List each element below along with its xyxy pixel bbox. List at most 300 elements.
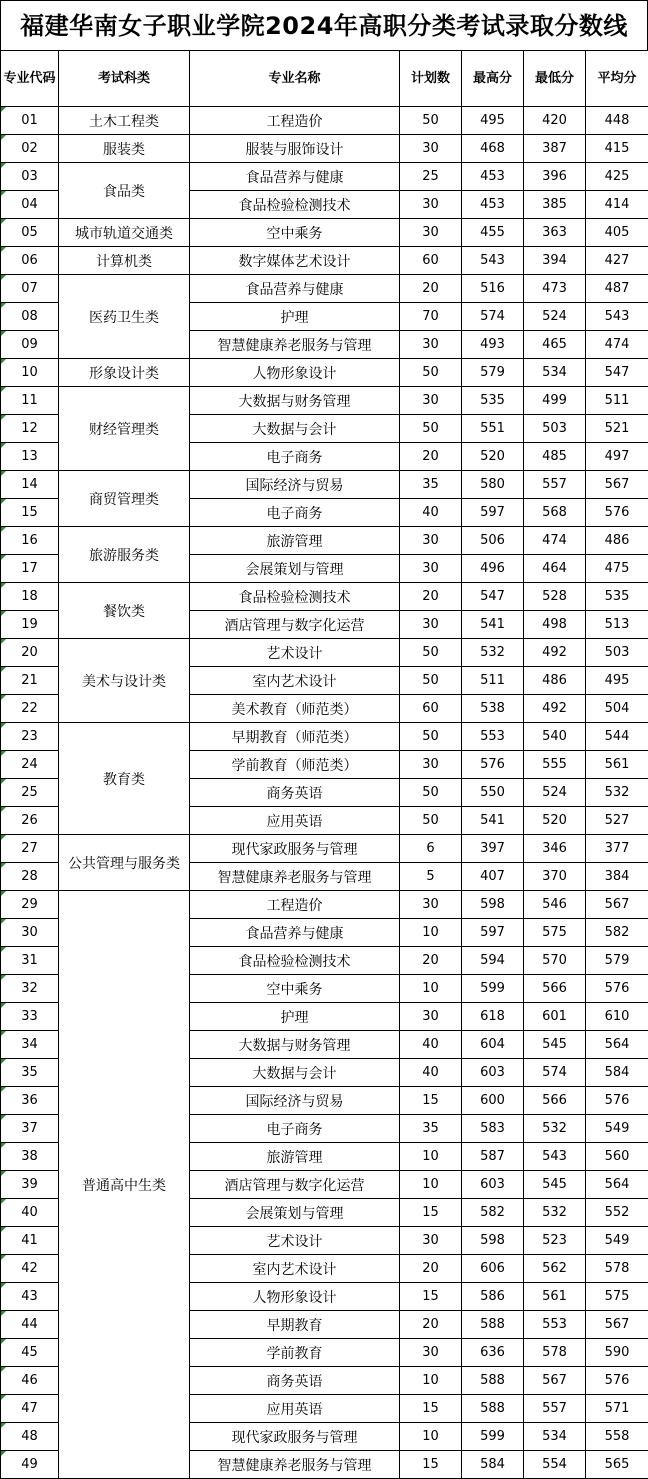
cell-subject: 城市轨道交通类 <box>59 219 190 247</box>
cell-avg: 558 <box>586 1423 648 1451</box>
cell-min: 474 <box>524 527 586 555</box>
cell-major: 食品营养与健康 <box>190 275 400 303</box>
cell-major: 艺术设计 <box>190 1227 400 1255</box>
cell-major: 大数据与会计 <box>190 415 400 443</box>
cell-avg: 567 <box>586 471 648 499</box>
cell-plan: 10 <box>400 1367 462 1395</box>
cell-subject: 医药卫生类 <box>59 275 190 359</box>
cell-min: 553 <box>524 1311 586 1339</box>
cell-subject: 旅游服务类 <box>59 527 190 583</box>
cell-plan: 30 <box>400 1339 462 1367</box>
cell-max: 543 <box>462 247 524 275</box>
cell-code: 21 <box>1 667 59 695</box>
cell-code: 18 <box>1 583 59 611</box>
cell-major: 人物形象设计 <box>190 1283 400 1311</box>
cell-avg: 425 <box>586 163 648 191</box>
cell-min: 499 <box>524 387 586 415</box>
table-row <box>1 163 648 191</box>
cell-max: 535 <box>462 387 524 415</box>
cell-avg: 582 <box>586 919 648 947</box>
cell-code: 47 <box>1 1395 59 1423</box>
cell-major: 会展策划与管理 <box>190 1199 400 1227</box>
cell-subject: 食品类 <box>59 163 190 219</box>
cell-min: 387 <box>524 135 586 163</box>
cell-max: 600 <box>462 1087 524 1115</box>
cell-subject: 美术与设计类 <box>59 639 190 723</box>
cell-min: 485 <box>524 443 586 471</box>
cell-code: 38 <box>1 1143 59 1171</box>
cell-min: 554 <box>524 1451 586 1479</box>
cell-subject: 教育类 <box>59 723 190 835</box>
page-title: 福建华南女子职业学院2024年高职分类考试录取分数线 <box>0 0 648 50</box>
cell-code: 35 <box>1 1059 59 1087</box>
cell-code: 04 <box>1 191 59 219</box>
cell-avg: 532 <box>586 779 648 807</box>
cell-major: 早期教育（师范类） <box>190 723 400 751</box>
cell-code: 17 <box>1 555 59 583</box>
cell-min: 346 <box>524 835 586 863</box>
cell-min: 370 <box>524 863 586 891</box>
cell-max: 598 <box>462 1227 524 1255</box>
cell-code: 23 <box>1 723 59 751</box>
cell-code: 39 <box>1 1171 59 1199</box>
cell-avg: 405 <box>586 219 648 247</box>
cell-min: 520 <box>524 807 586 835</box>
cell-avg: 535 <box>586 583 648 611</box>
cell-major: 智慧健康养老服务与管理 <box>190 331 400 359</box>
cell-max: 588 <box>462 1395 524 1423</box>
cell-avg: 560 <box>586 1143 648 1171</box>
cell-min: 396 <box>524 163 586 191</box>
cell-major: 旅游管理 <box>190 527 400 555</box>
cell-code: 46 <box>1 1367 59 1395</box>
cell-plan: 50 <box>400 667 462 695</box>
cell-avg: 575 <box>586 1283 648 1311</box>
cell-subject: 形象设计类 <box>59 359 190 387</box>
cell-min: 574 <box>524 1059 586 1087</box>
cell-major: 电子商务 <box>190 499 400 527</box>
cell-code: 13 <box>1 443 59 471</box>
cell-max: 541 <box>462 807 524 835</box>
cell-min: 534 <box>524 1423 586 1451</box>
cell-plan: 60 <box>400 247 462 275</box>
cell-code: 20 <box>1 639 59 667</box>
cell-code: 43 <box>1 1283 59 1311</box>
cell-avg: 552 <box>586 1199 648 1227</box>
cell-plan: 20 <box>400 947 462 975</box>
header-subject: 考试科类 <box>59 51 190 107</box>
cell-subject: 财经管理类 <box>59 387 190 471</box>
cell-plan: 10 <box>400 1423 462 1451</box>
cell-subject: 土木工程类 <box>59 107 190 135</box>
cell-avg: 610 <box>586 1003 648 1031</box>
cell-code: 12 <box>1 415 59 443</box>
cell-avg: 576 <box>586 1367 648 1395</box>
cell-min: 534 <box>524 359 586 387</box>
cell-min: 562 <box>524 1255 586 1283</box>
cell-code: 10 <box>1 359 59 387</box>
cell-min: 575 <box>524 919 586 947</box>
cell-major: 会展策划与管理 <box>190 555 400 583</box>
cell-code: 14 <box>1 471 59 499</box>
cell-plan: 10 <box>400 919 462 947</box>
cell-plan: 35 <box>400 471 462 499</box>
cell-max: 598 <box>462 891 524 919</box>
cell-major: 护理 <box>190 303 400 331</box>
cell-min: 420 <box>524 107 586 135</box>
cell-plan: 30 <box>400 1003 462 1031</box>
cell-avg: 576 <box>586 975 648 1003</box>
cell-max: 541 <box>462 611 524 639</box>
cell-code: 45 <box>1 1339 59 1367</box>
cell-plan: 50 <box>400 107 462 135</box>
cell-major: 食品营养与健康 <box>190 919 400 947</box>
cell-plan: 30 <box>400 191 462 219</box>
cell-avg: 495 <box>586 667 648 695</box>
cell-avg: 487 <box>586 275 648 303</box>
cell-major: 国际经济与贸易 <box>190 471 400 499</box>
cell-subject: 公共管理与服务类 <box>59 835 190 891</box>
cell-plan: 60 <box>400 695 462 723</box>
cell-major: 食品检验检测技术 <box>190 947 400 975</box>
cell-avg: 561 <box>586 751 648 779</box>
cell-major: 早期教育 <box>190 1311 400 1339</box>
cell-major: 人物形象设计 <box>190 359 400 387</box>
cell-code: 06 <box>1 247 59 275</box>
cell-avg: 565 <box>586 1451 648 1479</box>
cell-major: 艺术设计 <box>190 639 400 667</box>
cell-min: 567 <box>524 1367 586 1395</box>
table-row <box>1 275 648 303</box>
cell-major: 商务英语 <box>190 779 400 807</box>
cell-plan: 15 <box>400 1395 462 1423</box>
header-major: 专业名称 <box>190 51 400 107</box>
cell-min: 532 <box>524 1199 586 1227</box>
cell-plan: 5 <box>400 863 462 891</box>
cell-avg: 377 <box>586 835 648 863</box>
cell-avg: 384 <box>586 863 648 891</box>
cell-major: 电子商务 <box>190 443 400 471</box>
table-row <box>1 471 648 499</box>
cell-major: 空中乘务 <box>190 975 400 1003</box>
cell-avg: 567 <box>586 891 648 919</box>
cell-max: 636 <box>462 1339 524 1367</box>
cell-plan: 10 <box>400 1171 462 1199</box>
cell-plan: 35 <box>400 1115 462 1143</box>
cell-major: 食品检验检测技术 <box>190 583 400 611</box>
cell-avg: 549 <box>586 1115 648 1143</box>
cell-min: 578 <box>524 1339 586 1367</box>
cell-max: 603 <box>462 1059 524 1087</box>
table-row <box>1 527 648 555</box>
cell-avg: 513 <box>586 611 648 639</box>
cell-plan: 20 <box>400 1255 462 1283</box>
cell-avg: 576 <box>586 499 648 527</box>
cell-avg: 578 <box>586 1255 648 1283</box>
cell-plan: 40 <box>400 1031 462 1059</box>
cell-plan: 20 <box>400 1311 462 1339</box>
cell-min: 503 <box>524 415 586 443</box>
cell-plan: 30 <box>400 751 462 779</box>
cell-code: 22 <box>1 695 59 723</box>
cell-max: 493 <box>462 331 524 359</box>
table-row <box>1 219 648 247</box>
cell-max: 453 <box>462 191 524 219</box>
table-row <box>1 247 648 275</box>
cell-min: 561 <box>524 1283 586 1311</box>
cell-max: 594 <box>462 947 524 975</box>
table-row <box>1 583 648 611</box>
header-code: 专业代码 <box>1 51 59 107</box>
cell-code: 07 <box>1 275 59 303</box>
cell-subject: 普通高中生类 <box>59 891 190 1479</box>
cell-plan: 30 <box>400 387 462 415</box>
cell-min: 492 <box>524 639 586 667</box>
cell-major: 应用英语 <box>190 1395 400 1423</box>
cell-code: 09 <box>1 331 59 359</box>
cell-max: 584 <box>462 1451 524 1479</box>
cell-code: 02 <box>1 135 59 163</box>
cell-major: 商务英语 <box>190 1367 400 1395</box>
cell-min: 545 <box>524 1171 586 1199</box>
cell-code: 03 <box>1 163 59 191</box>
cell-max: 397 <box>462 835 524 863</box>
cell-max: 579 <box>462 359 524 387</box>
cell-code: 36 <box>1 1087 59 1115</box>
cell-plan: 30 <box>400 1227 462 1255</box>
cell-min: 543 <box>524 1143 586 1171</box>
table-row <box>1 387 648 415</box>
cell-major: 智慧健康养老服务与管理 <box>190 1451 400 1479</box>
cell-min: 540 <box>524 723 586 751</box>
cell-max: 604 <box>462 1031 524 1059</box>
cell-max: 597 <box>462 499 524 527</box>
cell-plan: 10 <box>400 1143 462 1171</box>
cell-plan: 20 <box>400 443 462 471</box>
cell-plan: 50 <box>400 723 462 751</box>
table-row <box>1 359 648 387</box>
cell-min: 557 <box>524 471 586 499</box>
cell-plan: 30 <box>400 527 462 555</box>
cell-major: 室内艺术设计 <box>190 667 400 695</box>
cell-plan: 30 <box>400 219 462 247</box>
cell-plan: 15 <box>400 1199 462 1227</box>
cell-subject: 计算机类 <box>59 247 190 275</box>
cell-major: 大数据与财务管理 <box>190 1031 400 1059</box>
cell-max: 520 <box>462 443 524 471</box>
cell-min: 473 <box>524 275 586 303</box>
cell-code: 16 <box>1 527 59 555</box>
cell-avg: 549 <box>586 1227 648 1255</box>
cell-max: 506 <box>462 527 524 555</box>
cell-avg: 544 <box>586 723 648 751</box>
cell-code: 34 <box>1 1031 59 1059</box>
cell-major: 智慧健康养老服务与管理 <box>190 863 400 891</box>
cell-avg: 521 <box>586 415 648 443</box>
cell-plan: 50 <box>400 807 462 835</box>
cell-min: 557 <box>524 1395 586 1423</box>
table-row <box>1 835 648 863</box>
cell-min: 523 <box>524 1227 586 1255</box>
cell-code: 48 <box>1 1423 59 1451</box>
cell-avg: 486 <box>586 527 648 555</box>
cell-avg: 504 <box>586 695 648 723</box>
cell-max: 618 <box>462 1003 524 1031</box>
cell-major: 酒店管理与数字化运营 <box>190 1171 400 1199</box>
cell-avg: 427 <box>586 247 648 275</box>
cell-plan: 40 <box>400 1059 462 1087</box>
cell-code: 08 <box>1 303 59 331</box>
cell-avg: 547 <box>586 359 648 387</box>
cell-code: 19 <box>1 611 59 639</box>
cell-major: 大数据与会计 <box>190 1059 400 1087</box>
cell-min: 545 <box>524 1031 586 1059</box>
cell-code: 27 <box>1 835 59 863</box>
cell-plan: 15 <box>400 1087 462 1115</box>
cell-major: 室内艺术设计 <box>190 1255 400 1283</box>
cell-code: 24 <box>1 751 59 779</box>
cell-avg: 564 <box>586 1031 648 1059</box>
cell-avg: 567 <box>586 1311 648 1339</box>
cell-max: 511 <box>462 667 524 695</box>
cell-plan: 50 <box>400 415 462 443</box>
header-avg: 平均分 <box>586 51 648 107</box>
cell-plan: 15 <box>400 1451 462 1479</box>
cell-plan: 30 <box>400 555 462 583</box>
cell-min: 532 <box>524 1115 586 1143</box>
cell-major: 应用英语 <box>190 807 400 835</box>
cell-avg: 474 <box>586 331 648 359</box>
cell-max: 599 <box>462 975 524 1003</box>
cell-code: 05 <box>1 219 59 247</box>
cell-major: 食品检验检测技术 <box>190 191 400 219</box>
cell-max: 516 <box>462 275 524 303</box>
cell-major: 空中乘务 <box>190 219 400 247</box>
cell-max: 468 <box>462 135 524 163</box>
cell-avg: 448 <box>586 107 648 135</box>
cell-max: 603 <box>462 1171 524 1199</box>
cell-subject: 餐饮类 <box>59 583 190 639</box>
cell-min: 566 <box>524 1087 586 1115</box>
cell-major: 食品营养与健康 <box>190 163 400 191</box>
admission-score-table <box>0 50 648 1479</box>
cell-max: 496 <box>462 555 524 583</box>
cell-max: 538 <box>462 695 524 723</box>
cell-min: 394 <box>524 247 586 275</box>
cell-plan: 15 <box>400 1283 462 1311</box>
cell-plan: 20 <box>400 275 462 303</box>
cell-plan: 50 <box>400 359 462 387</box>
cell-max: 553 <box>462 723 524 751</box>
cell-max: 606 <box>462 1255 524 1283</box>
cell-major: 美术教育（师范类） <box>190 695 400 723</box>
cell-avg: 571 <box>586 1395 648 1423</box>
cell-plan: 30 <box>400 891 462 919</box>
cell-max: 551 <box>462 415 524 443</box>
cell-max: 580 <box>462 471 524 499</box>
cell-major: 大数据与财务管理 <box>190 387 400 415</box>
table-body <box>1 107 648 1479</box>
cell-avg: 414 <box>586 191 648 219</box>
cell-code: 42 <box>1 1255 59 1283</box>
cell-plan: 25 <box>400 163 462 191</box>
cell-plan: 30 <box>400 331 462 359</box>
cell-code: 28 <box>1 863 59 891</box>
cell-avg: 584 <box>586 1059 648 1087</box>
cell-major: 电子商务 <box>190 1115 400 1143</box>
cell-min: 546 <box>524 891 586 919</box>
cell-max: 588 <box>462 1311 524 1339</box>
cell-code: 32 <box>1 975 59 1003</box>
cell-major: 国际经济与贸易 <box>190 1087 400 1115</box>
table-row <box>1 135 648 163</box>
cell-max: 586 <box>462 1283 524 1311</box>
table-row <box>1 723 648 751</box>
cell-avg: 475 <box>586 555 648 583</box>
cell-max: 588 <box>462 1367 524 1395</box>
cell-major: 学前教育（师范类） <box>190 751 400 779</box>
cell-min: 486 <box>524 667 586 695</box>
cell-min: 528 <box>524 583 586 611</box>
cell-major: 服装与服饰设计 <box>190 135 400 163</box>
cell-max: 550 <box>462 779 524 807</box>
cell-max: 597 <box>462 919 524 947</box>
cell-avg: 503 <box>586 639 648 667</box>
cell-major: 现代家政服务与管理 <box>190 1423 400 1451</box>
cell-min: 465 <box>524 331 586 359</box>
cell-max: 576 <box>462 751 524 779</box>
cell-avg: 543 <box>586 303 648 331</box>
cell-avg: 564 <box>586 1171 648 1199</box>
cell-code: 49 <box>1 1451 59 1479</box>
cell-min: 524 <box>524 779 586 807</box>
cell-code: 30 <box>1 919 59 947</box>
cell-code: 33 <box>1 1003 59 1031</box>
cell-plan: 50 <box>400 639 462 667</box>
cell-major: 工程造价 <box>190 107 400 135</box>
cell-code: 44 <box>1 1311 59 1339</box>
cell-code: 31 <box>1 947 59 975</box>
cell-code: 11 <box>1 387 59 415</box>
cell-min: 492 <box>524 695 586 723</box>
cell-subject: 服装类 <box>59 135 190 163</box>
cell-avg: 579 <box>586 947 648 975</box>
table-header-row <box>1 51 648 107</box>
cell-max: 455 <box>462 219 524 247</box>
cell-code: 26 <box>1 807 59 835</box>
cell-min: 385 <box>524 191 586 219</box>
cell-max: 532 <box>462 639 524 667</box>
table-row <box>1 891 648 919</box>
cell-avg: 527 <box>586 807 648 835</box>
cell-major: 现代家政服务与管理 <box>190 835 400 863</box>
cell-major: 护理 <box>190 1003 400 1031</box>
cell-code: 41 <box>1 1227 59 1255</box>
cell-min: 601 <box>524 1003 586 1031</box>
cell-max: 547 <box>462 583 524 611</box>
cell-major: 酒店管理与数字化运营 <box>190 611 400 639</box>
cell-max: 582 <box>462 1199 524 1227</box>
cell-plan: 40 <box>400 499 462 527</box>
header-min: 最低分 <box>524 51 586 107</box>
cell-major: 数字媒体艺术设计 <box>190 247 400 275</box>
cell-code: 37 <box>1 1115 59 1143</box>
cell-subject: 商贸管理类 <box>59 471 190 527</box>
cell-plan: 70 <box>400 303 462 331</box>
cell-avg: 576 <box>586 1087 648 1115</box>
cell-major: 旅游管理 <box>190 1143 400 1171</box>
table-row <box>1 107 648 135</box>
